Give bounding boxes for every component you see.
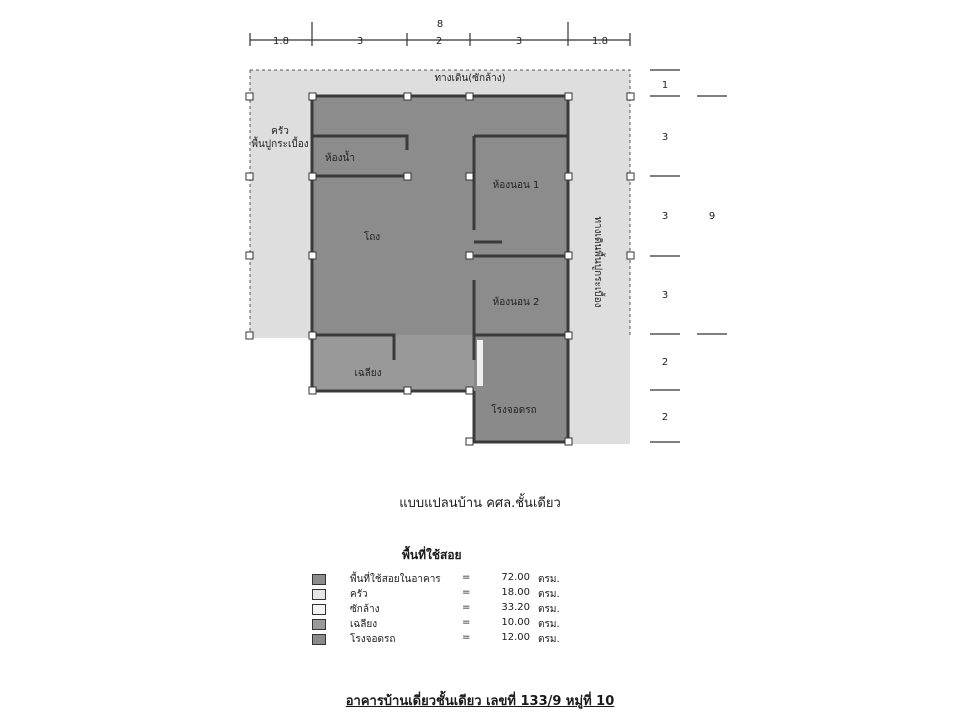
legend-unit: ตรม. (538, 574, 560, 585)
area-title: พื้นที่ใช้สอย (402, 548, 462, 562)
legend-unit: ตรม. (538, 589, 560, 600)
plan-title: แบบแปลนบ้าน คศล.ชั้นเดียว (399, 496, 561, 511)
legend-swatch (312, 634, 326, 645)
label-bedroom-1: ห้องนอน 1 (492, 180, 540, 191)
legend-equals: = (462, 632, 471, 643)
dim-top-2: 3 (356, 36, 364, 47)
kitchen-area (250, 70, 312, 338)
legend-name: เฉลียง (350, 619, 378, 630)
legend-name: ซักล้าง (350, 604, 380, 615)
dim-top-5: 1.8 (592, 36, 608, 47)
garage-door-opening (477, 340, 483, 386)
legend-name: ครัว (350, 589, 368, 600)
garage-area (474, 335, 568, 442)
dim-right-total: 9 (708, 211, 716, 222)
label-garage: โรงจอดรถ (491, 405, 537, 416)
legend-swatch (312, 604, 326, 615)
legend-unit: ตรม. (538, 619, 560, 630)
legend-equals: = (462, 617, 471, 628)
label-walkway-top: ทางเดิน(ซักล้าง) (434, 73, 506, 84)
legend-value: 72.00 (501, 572, 530, 583)
right-dimension-line (650, 70, 727, 442)
legend-swatch (312, 589, 326, 600)
label-kitchen: ครัว (271, 126, 289, 137)
legend-swatch (312, 574, 326, 585)
label-kitchen-floor: พื้นปูกระเบื้อง (251, 139, 309, 150)
dim-top-1: 1.8 (273, 36, 289, 47)
label-walkway-side: ทางเดินพื้นปูกระเบื้อง (592, 216, 603, 308)
legend-swatch (312, 619, 326, 630)
legend-unit: ตรม. (538, 604, 560, 615)
dim-right-6: 2 (661, 412, 669, 423)
legend-equals: = (462, 602, 471, 613)
legend-value: 12.00 (501, 632, 530, 643)
label-bathroom: ห้องน้ำ (325, 153, 355, 164)
legend-equals: = (462, 572, 471, 583)
legend-equals: = (462, 587, 471, 598)
dim-right-3: 3 (661, 211, 669, 222)
legend-value: 10.00 (501, 617, 530, 628)
dim-top-3: 2 (435, 36, 443, 47)
dim-right-5: 2 (661, 357, 669, 368)
label-hall: โถง (363, 232, 381, 243)
footer-title: อาคารบ้านเดี่ยวชั้นเดียว เลขที่ 133/9 หมู่ที่ 10 (345, 694, 615, 709)
label-bedroom-2: ห้องนอน 2 (492, 297, 540, 308)
legend-name: พื้นที่ใช้สอยในอาคาร (350, 574, 441, 585)
label-porch: เฉลียง (354, 368, 382, 379)
dim-top-4: 3 (515, 36, 523, 47)
legend-value: 18.00 (501, 587, 530, 598)
legend-unit: ตรม. (538, 634, 560, 645)
legend-value: 33.20 (501, 602, 530, 613)
legend-name: โรงจอดรถ (350, 634, 396, 645)
dim-right-1: 1 (661, 80, 669, 91)
dim-right-2: 3 (661, 132, 669, 143)
dim-right-4: 3 (661, 290, 669, 301)
dim-top-total: 8 (436, 19, 444, 30)
